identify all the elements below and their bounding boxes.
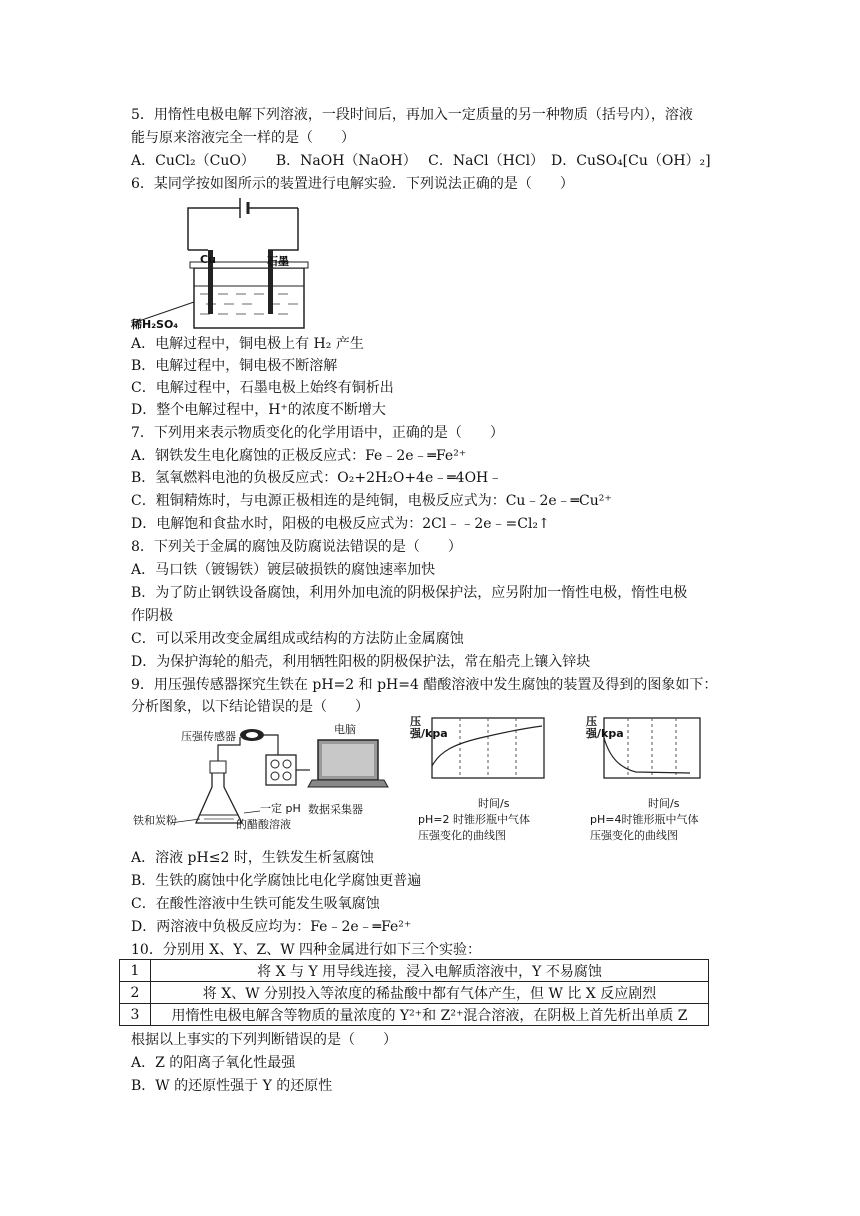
q9-option-d: D．两溶液中负极反应均为：Fe﹣2e﹣═Fe²⁺ [131,919,412,935]
q8-option-d: D．为保护海轮的船壳，利用牺牲阳极的阴极保护法，常在船壳上镶入锌块 [131,654,591,670]
graphite-electrode-label: 石墨 [267,255,289,268]
q9-stem-line2: 分析图象，以下结论错误的是（ ） [131,699,369,715]
q7-option-d: D．电解饱和食盐水时，阳极的电极反应式为：2Cl﹣﹣2e﹣=Cl₂↑ [131,516,550,532]
ph4-caption-line1: pH=4时锥形瓶中气体 [590,813,699,826]
q10-question: 根据以上事实的下列判断错误的是（ ） [131,1032,397,1048]
electrolysis-apparatus-figure [128,194,318,334]
table-row [120,960,709,982]
ph2-x-axis-label: 时间/s [478,797,510,810]
row-text: 将 X、W 分别投入等浓度的稀盐酸中都有气体产生，但 W 比 X 反应剧烈 [151,982,709,1004]
ph4-x-axis-label: 时间/s [648,797,680,810]
cu-electrode-label: Cu [200,253,216,266]
q8-option-b-line2: 作阴极 [131,608,173,624]
q5-stem-line2: 能与原来溶液完全一样的是（ ） [131,130,355,146]
q6-option-c: C．电解过程中，石墨电极上始终有铜析出 [131,380,394,396]
q5-stem-line1: 5．用惰性电极电解下列溶液，一段时间后，再加入一定质量的另一种物质（括号内），溶液 [131,107,693,123]
row-text: 用惰性电极电解含等物质的量浓度的 Y²⁺和 Z²⁺混合溶液，在阴极上首先析出单质 Z [151,1004,709,1026]
q6-option-b: B．电解过程中，铜电极不断溶解 [131,358,338,374]
q9-option-b: B．生铁的腐蚀中化学腐蚀比电化学腐蚀更普遍 [131,873,422,889]
q9-stem-line1: 9．用压强传感器探究生铁在 pH=2 和 pH=4 醋酸溶液中发生腐蚀的装置及得到的图象如下： [131,677,718,693]
q6-option-d: D．整个电解过程中，H⁺的浓度不断增大 [131,402,386,418]
table-row [120,982,709,1004]
ph4-caption-line2: 压强变化的曲线图 [590,829,678,842]
computer-label: 电脑 [334,723,356,736]
row-number: 2 [120,982,151,1004]
table-row [120,1004,709,1026]
q7-option-b: B．氢氧燃料电池的负极反应式：O₂+2H₂O+4e﹣═4OH﹣ [131,470,503,486]
row-number: 3 [120,1004,151,1026]
ph4-y-axis-label: 压强/kpa [586,715,624,740]
ph2-caption-line1: pH=2 时锥形瓶中气体 [418,813,530,826]
q10-stem: 10．分别用 X、Y、Z、W 四种金属进行如下三个实验： [131,942,482,958]
q7-option-a: A．钢铁发生电化腐蚀的正极反应式：Fe﹣2e﹣═Fe²⁺ [131,448,467,464]
q10-option-a: A．Z 的阳离子氧化性最强 [131,1055,296,1071]
q6-option-a: A．电解过程中，铜电极上有 H₂ 产生 [131,336,364,352]
experiment-table [119,959,709,1026]
q8-option-b-line1: B．为了防止钢铁设备腐蚀，利用外加电流的阴极保护法，应另附加一惰性电极，惰性电极 [131,585,688,601]
q10-option-b: B．W 的还原性强于 Y 的还原性 [131,1078,333,1094]
q7-stem: 7．下列用来表示物质变化的化学用语中，正确的是（ ） [131,425,504,441]
dilute-acid-label: 稀H₂SO₄ [131,318,179,331]
q9-option-a: A．溶液 pH≤2 时，生铁发生析氢腐蚀 [131,850,374,866]
q8-stem: 8．下列关于金属的腐蚀及防腐说法错误的是（ ） [131,539,462,555]
q8-option-c: C．可以采用改变金属组成或结构的方法防止金属腐蚀 [131,631,464,647]
q5-options: A．CuCl₂（CuO） B．NaOH（NaOH） C．NaCl（HCl） D．CuSO₄[Cu（OH）₂] [131,153,711,169]
q6-stem: 6．某同学按如图所示的装置进行电解实验．下列说法正确的是（ ） [131,176,574,192]
q8-option-a: A．马口铁（镀锡铁）镀层破损铁的腐蚀速率加快 [131,562,436,578]
row-text: 将 X 与 Y 用导线连接，浸入电解质溶液中，Y 不易腐蚀 [151,960,709,982]
solution-label-line2: 的醋酸溶液 [236,818,291,831]
iron-carbon-label: 铁和炭粉 [133,814,177,827]
q9-option-c: C．在酸性溶液中生铁可能发生吸氧腐蚀 [131,896,380,912]
q7-option-c: C．粗铜精炼时，与电源正极相连的是纯铜，电极反应式为：Cu﹣2e﹣═Cu²⁺ [131,493,612,509]
ph2-caption-line2: 压强变化的曲线图 [418,829,506,842]
pressure-sensor-label: 压强传感器 [181,730,236,743]
data-collector-label: 数据采集器 [308,803,363,816]
ph2-y-axis-label: 压强/kpa [410,715,448,740]
solution-label-line1: 一定 pH [260,802,301,815]
row-number: 1 [120,960,151,982]
